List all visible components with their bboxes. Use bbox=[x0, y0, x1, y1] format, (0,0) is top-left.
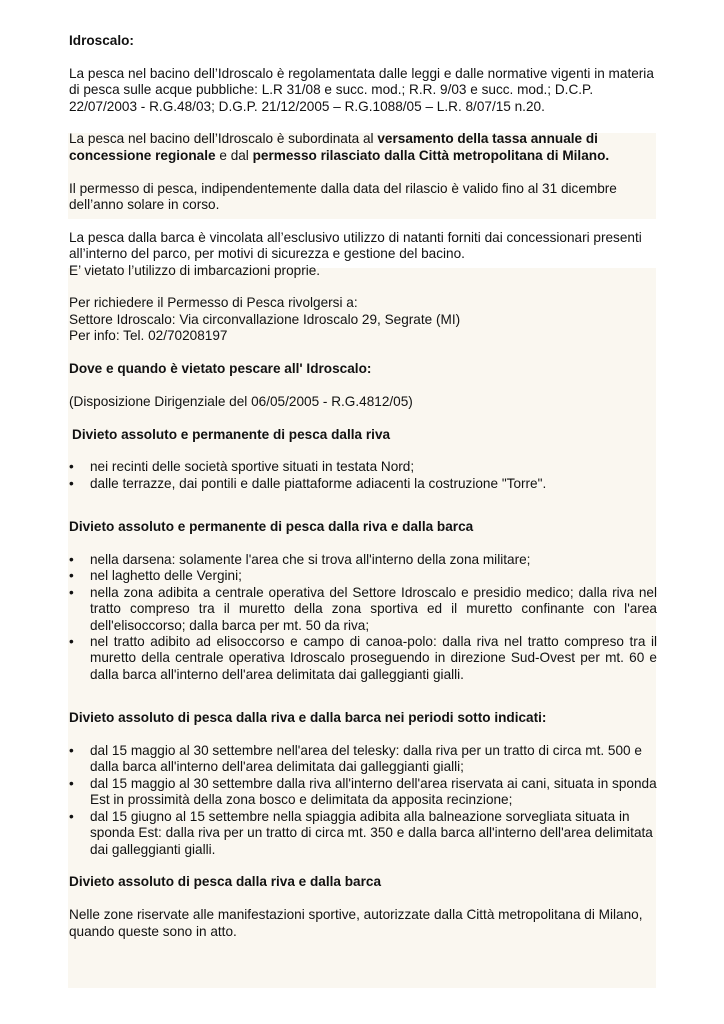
list-item bbox=[69, 634, 657, 683]
sezione2-heading: Divieto assoluto e permanente di pesca dalla riva e dalla barca bbox=[69, 519, 474, 535]
contatti-line-1: Per richiedere il Permesso di Pesca rivolgersi a: bbox=[69, 295, 358, 311]
bullet-icon: • bbox=[69, 584, 74, 600]
bullet-icon: • bbox=[69, 775, 74, 791]
intro-paragraph: La pesca nel bacino dell’Idroscalo è regolamentata dalle leggi e dalle normative vigenti in materia di pesca sulle acque pubbliche: L.R 31/08 e succ. mod.; R.R. 9/03 e succ. mod.; D.C.P. 22/07/2003 - R.G.48/03; D.G.P. 21/12/2005 – R.G.1088/05 – L.R. 8/07/15 n.20. bbox=[69, 65, 654, 114]
contatti-line-3: Per info: Tel. 02/70208197 bbox=[69, 328, 228, 344]
list-item-text: nei recinti delle società sportive situati in testata Nord; bbox=[90, 459, 415, 475]
list-item-text: dal 15 maggio al 30 settembre dalla riva all'interno dell'area riservata ai cani, situata in sponda Est in prossimità della zona bosco e delimitata da apposita recinzione; bbox=[90, 775, 657, 808]
sezione2-list bbox=[69, 552, 657, 683]
bullet-icon: • bbox=[69, 808, 74, 824]
list-item bbox=[69, 568, 657, 584]
barca-paragraph-1: La pesca dalla barca è vincolata all’esclusivo utilizzo di natanti forniti dai concessionari presenti all’interno del parco, per motivi di sicurezza e gestione del bacino. bbox=[69, 229, 642, 262]
list-item bbox=[69, 809, 657, 858]
sezione3-heading: Divieto assoluto di pesca dalla riva e dalla barca nei periodi sotto indicati: bbox=[69, 710, 547, 726]
list-item-text: nel laghetto delle Vergini; bbox=[90, 568, 242, 584]
divieti-heading: Dove e quando è vietato pescare all' Idroscalo: bbox=[69, 361, 372, 377]
document-title: Idroscalo: bbox=[69, 33, 134, 48]
subordinata-text-1: La pesca nel bacino dell’Idroscalo è subordinata al bbox=[69, 131, 378, 147]
bullet-icon: • bbox=[69, 568, 74, 584]
list-item-text: nella zona adibita a centrale operativa del Settore Idroscalo e presidio medico; dalla riva nel tratto compreso tra il muretto della zona sportiva ed il muretto confinante con l'area dell'elisoccorso; dalla barca per mt. 50 da riva; bbox=[90, 584, 657, 633]
sezione1-list bbox=[69, 459, 657, 492]
list-item-text: dalle terrazze, dai pontili e dalle piattaforme adiacenti la costruzione "Torre". bbox=[90, 475, 547, 491]
validita-paragraph: Il permesso di pesca, indipendentemente dalla data del rilascio è valido fino al 31 dicembre dell’anno solare in corso. bbox=[69, 180, 617, 213]
list-item-text: dal 15 maggio al 30 settembre nell'area del telesky: dalla riva per un tratto di circa mt. 500 e dalla barca all'interno dell'area delimitata dai galleggianti gialli; bbox=[90, 743, 642, 775]
barca-paragraph-2: E’ vietato l’utilizzo di imbarcazioni proprie. bbox=[69, 262, 321, 278]
list-item bbox=[69, 459, 657, 475]
subordinata-paragraph bbox=[69, 131, 657, 164]
bullet-icon: • bbox=[69, 634, 74, 650]
bullet-icon: • bbox=[69, 743, 74, 759]
sezione1-heading: Divieto assoluto e permanente di pesca dalla riva bbox=[72, 426, 391, 442]
subordinata-bold-2: permesso rilasciato dalla Città metropolitana di Milano. bbox=[252, 147, 610, 163]
list-item-text: nella darsena: solamente l'area che si trova all'interno della zona militare; bbox=[90, 552, 531, 568]
bullet-icon: • bbox=[69, 475, 74, 491]
sezione4-heading: Divieto assoluto di pesca dalla riva e dalla barca bbox=[69, 874, 382, 890]
list-item-text: dal 15 giugno al 15 settembre nella spiaggia adibita alla balneazione sorvegliata situata in sponda Est: dalla riva per un tratto di circa mt. 350 e dalla barca all'interno dell'area delimitata dai galleggianti gialli. bbox=[90, 808, 653, 857]
bullet-icon: • bbox=[69, 552, 74, 568]
subordinata-text-2: e dal bbox=[215, 147, 253, 163]
list-item bbox=[69, 776, 657, 809]
sezione4-text: Nelle zone riservate alle manifestazioni sportive, autorizzate dalla Città metropolitana di Milano, quando queste sono in atto. bbox=[69, 907, 643, 939]
bullet-icon: • bbox=[69, 459, 74, 475]
subordinata-bold-1: versamento della tassa annuale di concessione regionale bbox=[69, 131, 598, 163]
list-item bbox=[69, 552, 657, 568]
list-item bbox=[69, 476, 657, 492]
document-content bbox=[69, 33, 657, 940]
sezione3-list bbox=[69, 743, 657, 858]
disposizione-text: (Disposizione Dirigenziale del 06/05/2005 - R.G.4812/05) bbox=[69, 393, 413, 409]
list-item bbox=[69, 743, 657, 776]
list-item bbox=[69, 585, 657, 634]
list-item-text: nel tratto adibito ad elisoccorso e campo di canoa-polo: dalla riva nel tratto compreso tra il muretto della centrale operativa Idroscalo proseguendo in direzione Sud-Ovest per mt. 60 e dalla barca all'interno dell'area delimitata dai galleggianti gialli. bbox=[90, 634, 657, 682]
contatti-line-2: Settore Idroscalo: Via circonvallazione Idroscalo 29, Segrate (MI) bbox=[69, 311, 461, 327]
